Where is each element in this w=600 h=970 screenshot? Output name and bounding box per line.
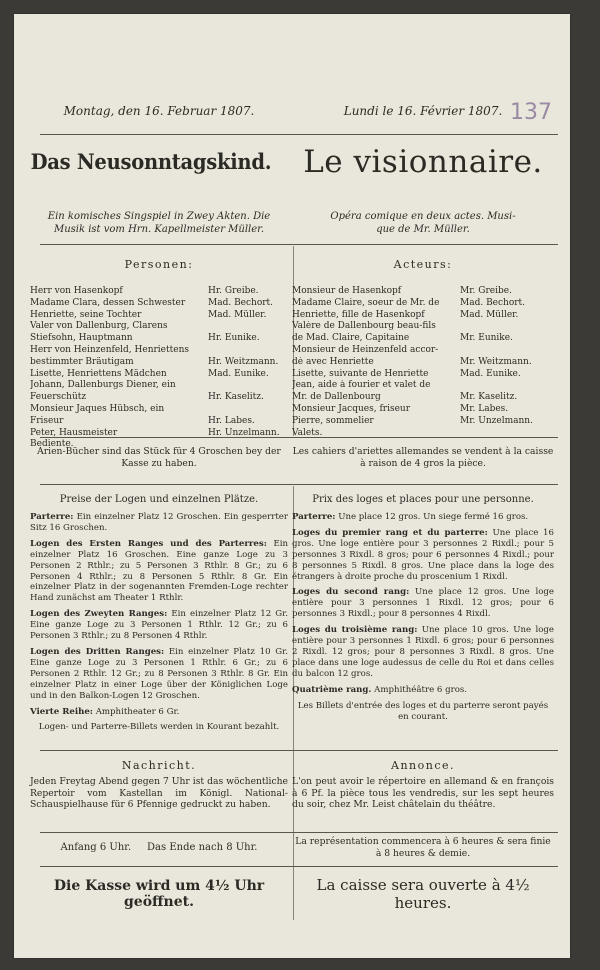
times-de: Anfang 6 Uhr. Das Ende nach 8 Uhr.	[60, 842, 258, 853]
cast-role: Pierre, sommelier	[292, 415, 374, 426]
cast-heading-de: Personen:	[124, 258, 194, 271]
prices-fr	[292, 512, 554, 727]
cast-row	[292, 416, 554, 428]
cast-row	[30, 345, 288, 357]
cast-row	[292, 404, 554, 416]
price-label: Logen des Zweyten Ranges:	[30, 609, 168, 620]
cast-role: bestimmter Bräutigam	[30, 356, 134, 367]
cast-heading-fr: Acteurs:	[393, 258, 453, 271]
cast-actor: Mad. Eunike.	[208, 368, 269, 379]
cast-row	[292, 369, 554, 381]
prices-heading-de: Preise der Logen und einzelnen Plätze.	[59, 494, 259, 505]
libretto-note-fr: Les cahiers d'ariettes allemandes se vendent à la caisse à raison de 4 gros la pièce.	[292, 446, 554, 469]
cast-row	[292, 333, 554, 345]
subtitle-fr-line: Opéra comique en deux actes. Musi-	[330, 211, 516, 222]
box-office-de: Die Kasse wird um 4½ Uhr geöffnet.	[53, 878, 265, 910]
cast-role: Peter, Hausmeister	[30, 427, 118, 438]
price-entry	[30, 512, 288, 534]
cast-row	[292, 286, 554, 298]
cast-role: Johann, Dallenburgs Diener, ein	[30, 380, 176, 391]
price-text: Les Billets d'entrée des loges et du parterre seront payés en courant.	[297, 700, 549, 722]
cast-role: Monsieur de Heinzenfeld accor-	[292, 344, 439, 355]
prices-heading-fr: Prix des loges et places pour une personne.	[312, 494, 534, 505]
rule-after-libretto	[40, 484, 558, 485]
cast-row	[30, 298, 288, 310]
playbill-sheet	[14, 14, 570, 958]
cast-row	[30, 310, 288, 322]
cast-row	[292, 321, 554, 333]
cast-row	[30, 404, 288, 416]
cast-row	[30, 321, 288, 333]
price-label: Quatrième rang.	[292, 684, 372, 695]
cast-role: Madame Clara, dessen Schwester	[30, 297, 186, 308]
price-text: Une place 12 gros. Un siege fermé 16 gros.	[338, 512, 529, 522]
cast-actor: Hr. Greibe.	[208, 286, 259, 296]
notice-de: Jeden Freytag Abend gegen 7 Uhr ist das wöchentliche Repertoir vom Kastellan im Königl. National-Schauspielhause für 6 Pfennige gedruckt zu haben.	[30, 776, 288, 810]
price-entry	[292, 528, 554, 583]
prices-de	[30, 512, 288, 738]
date-fr: Lundi le 16. Février 1807.	[343, 104, 503, 118]
price-text: Une place 10 gros. Une loge entière pour 3 personnes 1 Rixdl. 6 gros; pour 6 personnes 2 Rixdl. 12 gros; pour 8 personnes 3 Rixdl. 8 gros. Une place dans une loge audessus de celle du Roi et dans celles du balcon 12 gros.	[292, 625, 554, 679]
cast-row	[292, 298, 554, 310]
cast-role: Herr von Heinzenfeld, Henriettens	[30, 344, 189, 355]
cast-row	[292, 310, 554, 322]
cast-row	[292, 357, 554, 369]
rule-after-cast	[40, 437, 558, 438]
cast-row	[30, 333, 288, 345]
cast-role: de Mad. Claire, Capitaine	[292, 333, 410, 344]
cast-row	[292, 380, 554, 392]
price-label: Loges du premier rang et du parterre:	[292, 527, 488, 538]
cast-row	[30, 380, 288, 392]
cast-role: Henriette, seine Tochter	[30, 309, 142, 320]
cast-row	[30, 416, 288, 428]
rule-after-notice	[40, 832, 558, 833]
cast-actor: Hr. Labes.	[208, 415, 255, 426]
cast-role: Friseur	[30, 415, 64, 426]
title-de: Das Neusonntagskind.	[30, 149, 272, 174]
notice-fr: L'on peut avoir le répertoire en allemand & en françois à 6 Pf. la pièce tous les vendredis, sur les sept heures du soir, chez Mr. Leist châtelain du théâtre.	[292, 776, 554, 810]
cast-actor: Mad. Müller.	[208, 309, 267, 320]
price-text: Une place 16 gros. Une loge entière pour 3 personnes 2 Rixdl.; pour 5 personnes 3 Rixdl. 8 gros; pour 6 personnes 4 Rixdl.; pour 8 personnes 5 Rixdl. 8 gros. Une place dans la loge des étrangers à droite proche du proscenium 1 Rixdl.	[292, 527, 554, 582]
cast-list-fr	[292, 286, 554, 439]
box-office-fr: La caisse sera ouverte à 4½ heures.	[316, 876, 530, 912]
cast-actor: Hr. Unzelmann.	[208, 427, 280, 438]
price-text: Amphithéâtre 6 gros.	[374, 684, 468, 695]
price-text: Une place 12 gros. Une loge entière pour 3 personnes 1 Rixdl. 12 gros; pour 6 personnes 3 Rixdl.; pour 8 personnes 4 Rixdl.	[292, 587, 554, 620]
cast-role: Valère de Dallenbourg beau-fils	[292, 321, 436, 332]
price-entry	[292, 701, 554, 723]
subtitle-de	[30, 210, 288, 236]
cast-role: Bediente.	[30, 439, 74, 450]
price-text: Ein einzelner Platz 16 Groschen. Eine ganze Loge zu 3 Personen 2 Rthlr.; zu 5 Personen 3 Rthlr. 8 Gr.; zu 6 Personen 4 Rthlr.; zu 8 Personen 5 Rthlr. 8 Gr. Ein einzelner Platz in der sogenannten Fremden-Loge rechter Hand zunächst am Theater 1 Rthlr.	[30, 538, 288, 604]
cast-actor: Mad. Müller.	[460, 309, 519, 320]
cast-list-de	[30, 286, 288, 451]
cast-actor: Mr. Kaselitz.	[460, 392, 518, 403]
price-text: Ein einzelner Platz 12 Groschen. Ein gesperrter Sitz 16 Groschen.	[30, 512, 288, 533]
cast-role: Jean, aide à fourier et valet de	[292, 380, 431, 391]
price-text: Logen- und Parterre-Billets werden in Kourant bezahlt.	[38, 722, 280, 733]
cast-role: Monsieur Jacques, friseur	[292, 403, 411, 414]
cast-role: Henriette, fille de Hasenkopf	[292, 309, 425, 320]
notice-heading-de: Nachricht.	[121, 759, 197, 772]
cast-role: Stiefsohn, Hauptmann	[30, 333, 133, 344]
cast-row	[30, 357, 288, 369]
price-text: Amphitheater 6 Gr.	[95, 706, 180, 717]
subtitle-de-line: Musik ist vom Hrn. Kapellmeister Müller.	[53, 224, 265, 235]
price-text: Ein einzelner Platz 12 Gr. Eine ganze Loge zu 3 Personen 1 Rthlr. 12 Gr.; zu 6 Personen 3 Rthlr.; zu 8 Personen 4 Rthlr.	[30, 609, 288, 642]
cast-row	[292, 345, 554, 357]
top-rule	[40, 134, 558, 135]
cast-row	[30, 392, 288, 404]
cast-actor: Mr. Greibe.	[460, 286, 512, 296]
notice-heading-fr: Annonce.	[391, 759, 455, 772]
cast-role: Valets.	[292, 427, 323, 438]
price-entry	[30, 647, 288, 702]
archive-number: 137	[510, 100, 552, 125]
cast-role: Mr. de Dallenbourg	[292, 392, 381, 403]
cast-role: Valer von Dallenburg, Clarens	[30, 321, 168, 332]
price-entry	[292, 512, 554, 523]
price-label: Parterre:	[30, 512, 74, 522]
cast-role: Herr von Hasenkopf	[30, 286, 123, 296]
price-entry	[292, 625, 554, 680]
subtitle-fr	[292, 210, 554, 236]
cast-role: Lisette, Henriettens Mädchen	[30, 368, 167, 379]
cast-actor: Mad. Bechort.	[460, 297, 526, 308]
cast-role: Monsieur Jaques Hübsch, ein	[30, 403, 165, 414]
price-entry	[30, 707, 288, 718]
cast-actor: Mr. Unzelmann.	[460, 415, 533, 426]
price-entry	[30, 609, 288, 642]
rule-after-title	[40, 244, 558, 245]
cast-actor: Mad. Bechort.	[208, 297, 274, 308]
cast-role: Lisette, suivante de Henriette	[292, 368, 429, 379]
price-label: Vierte Reihe:	[30, 706, 93, 717]
cast-actor: Hr. Kaselitz.	[208, 392, 264, 403]
cast-role: Feuerschütz	[30, 392, 87, 403]
cast-actor: Mr. Weitzmann.	[460, 356, 532, 367]
cast-actor: Mad. Eunike.	[460, 368, 521, 379]
cast-row	[30, 369, 288, 381]
cast-actor: Mr. Labes.	[460, 403, 509, 414]
price-label: Logen des Dritten Ranges:	[30, 646, 165, 657]
libretto-note-de: Arien-Bücher sind das Stück für 4 Groschen bey der Kasse zu haben.	[37, 446, 281, 469]
cast-actor: Mr. Eunike.	[460, 333, 513, 344]
subtitle-fr-line: que de Mr. Müller.	[376, 224, 470, 235]
cast-actor: Hr. Weitzmann.	[208, 356, 279, 367]
price-entry	[292, 587, 554, 620]
times-fr: La représentation commencera à 6 heures & sera finie à 8 heures & demie.	[295, 836, 551, 859]
price-label: Loges du troisième rang:	[292, 625, 418, 636]
price-label: Loges du second rang:	[292, 587, 410, 598]
cast-row	[292, 392, 554, 404]
title-fr: Le visionnaire.	[303, 144, 543, 180]
price-label: Logen des Ersten Ranges und des Parterres:	[30, 538, 267, 549]
rule-after-prices	[40, 750, 558, 751]
cast-row	[30, 286, 288, 298]
cast-role: Monsieur de Hasenkopf	[292, 286, 402, 296]
price-text: Ein einzelner Platz 10 Gr. Eine ganze Loge zu 3 Personen 1 Rthlr. 6 Gr.; zu 6 Personen 2 Rthlr. 12 Gr.; zu 8 Personen 3 Rthlr. 8 Gr. Ein einzelner Platz in einer Loge über der Königlichen Loge und in den Balkon-Logen 12 Groschen.	[30, 646, 288, 701]
price-entry	[30, 722, 288, 733]
cast-role: dé avec Henriette	[292, 356, 374, 367]
rule-after-times	[40, 866, 558, 867]
cast-actor: Hr. Eunike.	[208, 333, 260, 344]
price-entry	[30, 539, 288, 604]
subtitle-de-line: Ein komisches Singspiel in Zwey Akten. Die	[47, 211, 271, 222]
date-de: Montag, den 16. Februar 1807.	[63, 104, 255, 118]
price-entry	[292, 685, 554, 696]
cast-role: Madame Claire, soeur de Mr. de	[292, 297, 440, 308]
price-label: Parterre:	[292, 512, 336, 522]
